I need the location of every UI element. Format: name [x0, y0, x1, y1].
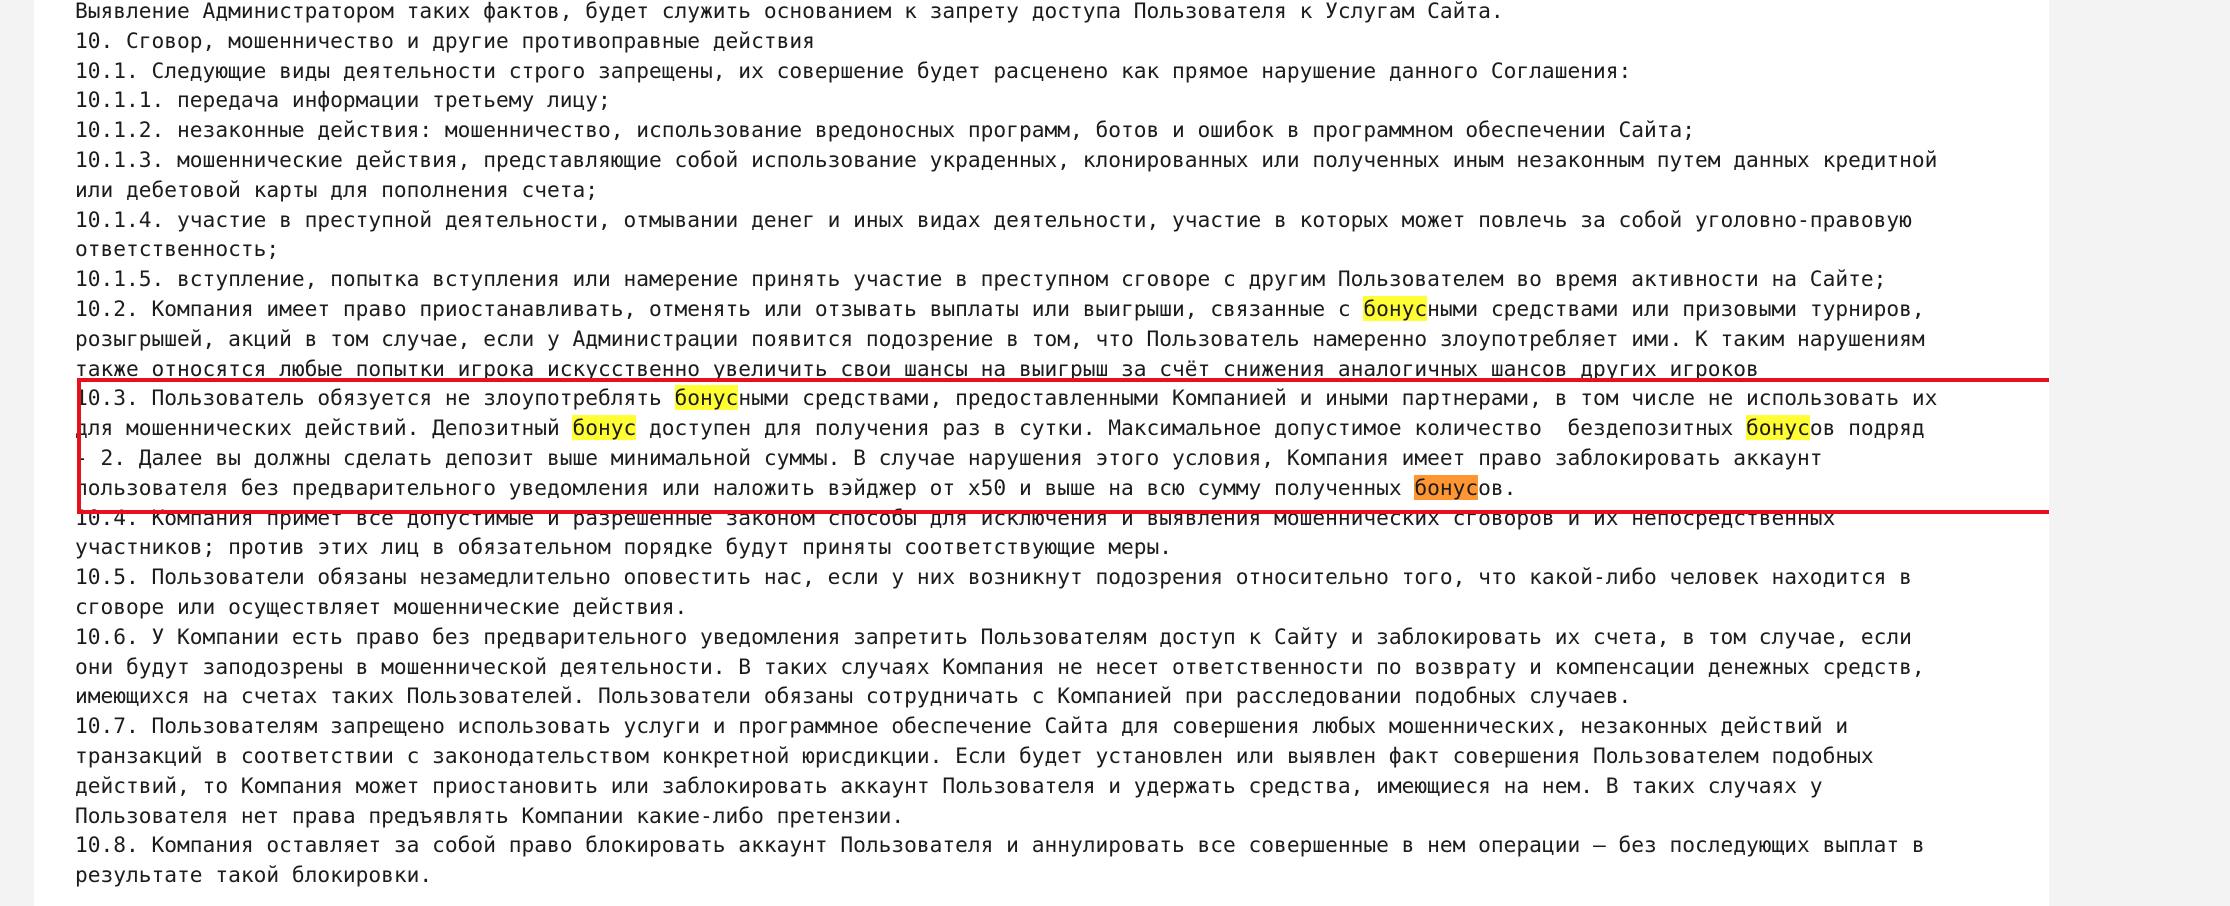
text-segment: 10.5. Пользователи обязаны незамедлительно оповестить нас, если у них возникнут подозрения относительно того, что какой-либо человек находится в: [75, 564, 1912, 590]
text-line: [75, 622, 2045, 652]
text-segment: 10.1.3. мошеннические действия, представляющие собой использование украденных, клонированных или полученных иным незаконным путем данных кредитной: [75, 146, 1938, 172]
text-line: [75, 443, 2045, 473]
text-segment: 10.1.4. участие в преступной деятельности, отмывании денег и иных видах деятельности, участие в которых может повлечь за собой уголовно-правовую: [75, 206, 1912, 232]
text-line: [75, 741, 2045, 771]
text-segment: 10.8. Компания оставляет за собой право блокировать аккаунт Пользователя и аннулировать все совершенные в нем операции – без последующих выплат в: [75, 832, 1925, 858]
text-line: [75, 145, 2045, 175]
text-line: [75, 473, 2045, 503]
text-line: [75, 652, 2045, 682]
text-line: [75, 26, 2045, 56]
text-segment: транзакций в соответствии с законодательством конкретной юрисдикции. Если будет установлен или выявлен факт совершения Пользователем подобных: [75, 742, 1874, 768]
search-match-highlight: бонус: [674, 385, 739, 411]
text-segment: или дебетовой карты для пополнения счета;: [75, 176, 598, 202]
text-segment: 10. Сговор, мошенничество и другие противоправные действия: [75, 27, 815, 53]
text-line: [75, 711, 2045, 741]
text-line: [75, 413, 2045, 443]
text-segment: 10.4. Компания примет все допустимые и разрешенные законом способы для исключения и выявления мошеннических сговоров и их непосредственных: [75, 504, 1836, 530]
text-segment: 10.2. Компания имеет право приостанавливать, отменять или отзывать выплаты или выигрыши, связанные с: [75, 295, 1364, 321]
text-line: [75, 801, 2045, 831]
search-match-highlight: бонус: [1363, 295, 1428, 321]
text-segment: ответственность;: [75, 236, 280, 262]
text-segment: участников; против этих лиц в обязательном порядке будут приняты соответствующие меры.: [75, 534, 1173, 560]
text-line: [75, 860, 2045, 890]
text-segment: имеющихся на счетах таких Пользователей. Пользователи обязаны сотрудничать с Компанией при расследовании подобных случаев.: [75, 683, 1632, 709]
text-segment: 10.1.5. вступление, попытка вступления или намерение принять участие в преступном сговоре с другим Пользователем во время активности на Сайте;: [75, 266, 1887, 292]
text-segment: для мошеннических действий. Депозитный: [75, 415, 573, 441]
text-segment: ов подряд: [1809, 415, 1925, 441]
text-line: [75, 354, 2045, 384]
text-line: [75, 562, 2045, 592]
text-segment: - 2. Далее вы должны сделать депозит выше минимальной суммы. В случае нарушения этого условия, Компания имеет право заблокировать аккаунт: [75, 444, 1823, 470]
text-line: [75, 264, 2045, 294]
current-search-match-highlight: бонус: [1414, 474, 1479, 500]
text-line: [75, 85, 2045, 115]
text-line: [75, 294, 2045, 324]
text-line: [75, 830, 2045, 860]
text-line: [75, 532, 2045, 562]
text-line: [75, 503, 2045, 533]
text-line: [75, 56, 2045, 86]
text-line: [75, 324, 2045, 354]
text-segment: ов.: [1478, 474, 1517, 500]
text-segment: также относятся любые попытки игрока искусственно увеличить свои шансы на выигрыш за счёт снижения аналогичных шансов других игроков: [75, 355, 1759, 381]
text-segment: Пользователя нет права предъявлять Компании какие-либо претензии.: [75, 802, 905, 828]
text-segment: 10.1.2. незаконные действия: мошенничество, использование вредоносных программ, ботов и ошибок в программном обеспечении Сайта;: [75, 117, 1696, 143]
text-segment: пользователя без предварительного уведомления или наложить вэйджер от х50 и выше на всю сумму полученных: [75, 474, 1415, 500]
text-segment: доступен для получения раз в сутки. Максимальное допустимое количество бездепозитных: [636, 415, 1747, 441]
text-line: [75, 115, 2045, 145]
text-segment: 10.3. Пользователь обязуется не злоупотреблять: [75, 385, 675, 411]
search-match-highlight: бонус: [1746, 415, 1810, 441]
text-segment: 10.7. Пользователям запрещено использовать услуги и программное обеспечение Сайта для совершения любых мошеннических, незаконных действий и: [75, 713, 1849, 739]
document-page[interactable]: [34, 0, 2049, 906]
text-segment: сговоре или осуществляет мошеннические действия.: [75, 593, 688, 619]
text-line: [75, 234, 2045, 264]
text-segment: 10.1. Следующие виды деятельности строго запрещены, их совершение будет расценено как прямое нарушение данного Соглашения:: [75, 57, 1632, 83]
text-segment: Выявление Администратором таких фактов, будет служить основанием к запрету доступа Пользователя к Услугам Сайта.: [75, 0, 1504, 23]
text-segment: ными средствами или призовыми турниров,: [1427, 295, 1925, 321]
search-match-highlight: бонус: [572, 415, 637, 441]
text-segment: розыгрышей, акций в том случае, если у Администрации появится подозрение в том, что Пользователь намеренно злоупотребляет ими. К таким нарушениям: [75, 325, 1925, 351]
text-segment: результате такой блокировки.: [75, 862, 433, 888]
text-segment: 10.6. У Компании есть право без предварительного уведомления запретить Пользователям доступ к Сайту и заблокировать их счета, в том случае, если: [75, 623, 1912, 649]
text-segment: они будут заподозрены в мошеннической деятельности. В таких случаях Компания не несет ответственности по возврату и компенсации денежных средств,: [75, 653, 1925, 679]
text-line: [75, 592, 2045, 622]
terms-text: [75, 0, 2045, 890]
text-line: [75, 0, 2045, 26]
text-line: [75, 175, 2045, 205]
text-line: [75, 681, 2045, 711]
text-line: [75, 383, 2045, 413]
text-segment: ными средствами, предоставленными Компанией и иными партнерами, в том числе не использовать их: [738, 385, 1938, 411]
text-segment: действий, то Компания может приостановить или заблокировать аккаунт Пользователя и удержать средства, имеющиеся на нем. В таких случаях у: [75, 772, 1823, 798]
text-line: [75, 771, 2045, 801]
text-line: [75, 205, 2045, 235]
text-segment: 10.1.1. передача информации третьему лицу;: [75, 87, 611, 113]
